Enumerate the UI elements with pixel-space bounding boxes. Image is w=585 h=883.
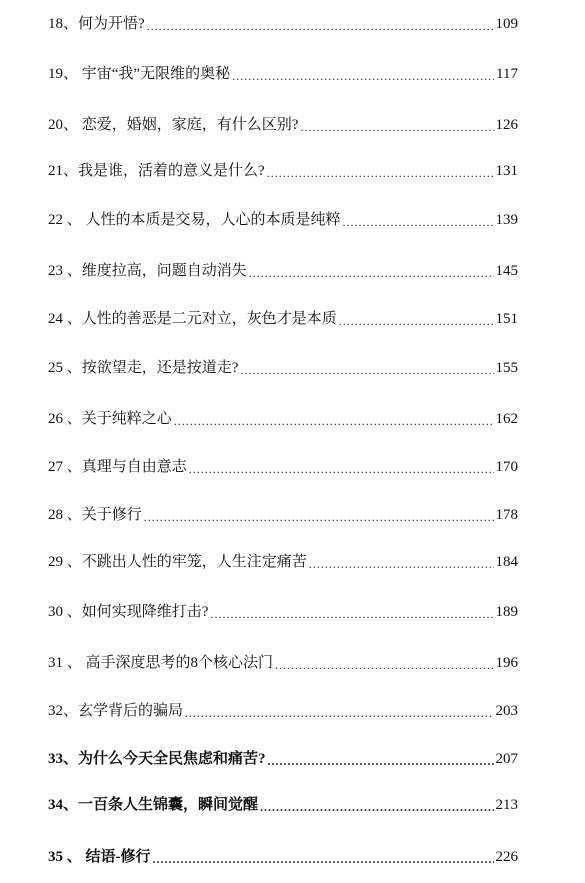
entry-page-number: 139 — [495, 212, 518, 228]
entry-number: 34、 — [48, 797, 79, 813]
entry-title: 维度拉高，问题自动消失 — [81, 263, 247, 279]
entry-page-number: 162 — [495, 411, 518, 427]
entry-number: 29 、 — [48, 554, 82, 570]
dot-leader — [309, 556, 494, 572]
entry-title: 按欲望走，还是按道走? — [81, 360, 239, 376]
dot-leader — [268, 753, 494, 769]
toc-entry-26[interactable] — [48, 405, 518, 429]
toc-entry-27[interactable] — [48, 453, 518, 477]
entry-page-number: 109 — [495, 16, 518, 32]
toc-entry-30[interactable] — [48, 598, 518, 622]
toc-entry-28[interactable] — [48, 501, 518, 525]
entry-page-number: 184 — [495, 554, 518, 570]
dot-leader — [153, 851, 494, 867]
toc-entry-18[interactable] — [48, 10, 518, 34]
entry-page-number: 151 — [495, 311, 518, 327]
entry-page-number: 213 — [495, 797, 518, 813]
entry-title: 恋爱，婚姻，家庭，有什么区别? — [81, 117, 299, 133]
entry-number: 19、 — [48, 66, 82, 82]
entry-number: 26 、 — [48, 411, 82, 427]
dot-leader — [300, 119, 493, 135]
toc-entry-34[interactable] — [48, 791, 518, 815]
dot-leader — [185, 705, 493, 721]
entry-title: 如何实现降维打击? — [81, 604, 209, 620]
toc-entry-21[interactable] — [48, 157, 518, 181]
dot-leader — [232, 68, 494, 84]
entry-title: 玄学背后的骗局 — [78, 703, 184, 719]
entry-page-number: 170 — [495, 459, 518, 475]
entry-page-number: 203 — [495, 703, 518, 719]
entry-number: 21、 — [48, 163, 79, 179]
entry-page-number: 155 — [495, 360, 518, 376]
toc-entry-20[interactable] — [48, 111, 518, 135]
entry-number: 28 、 — [48, 507, 82, 523]
entry-number: 31 、 — [48, 655, 86, 671]
entry-page-number: 145 — [495, 263, 518, 279]
entry-number: 30 、 — [48, 604, 82, 620]
toc-entry-22[interactable] — [48, 206, 518, 230]
toc-entry-35[interactable] — [48, 843, 518, 867]
entry-page-number: 117 — [496, 66, 518, 82]
entry-number: 23 、 — [48, 263, 82, 279]
dot-leader — [249, 265, 494, 281]
entry-title: 为什么今天全民焦虑和痛苦? — [78, 751, 266, 767]
entry-number: 20、 — [48, 117, 82, 133]
dot-leader — [240, 362, 493, 378]
dot-leader — [210, 606, 493, 622]
entry-title: 关于修行 — [81, 507, 142, 523]
toc-entry-23[interactable] — [48, 257, 518, 281]
toc-entry-31[interactable] — [48, 649, 518, 673]
entry-number: 24 、 — [48, 311, 82, 327]
dot-leader — [275, 657, 493, 673]
entry-title: 结语-修行 — [85, 849, 151, 865]
entry-title: 人性的善恶是二元对立，灰色才是本质 — [81, 311, 337, 327]
entry-title: 一百条人生锦囊，瞬间觉醒 — [78, 797, 259, 813]
entry-page-number: 178 — [495, 507, 518, 523]
entry-page-number: 126 — [495, 117, 518, 133]
entry-page-number: 207 — [495, 751, 518, 767]
entry-title: 真理与自由意志 — [81, 459, 187, 475]
entry-page-number: 189 — [495, 604, 518, 620]
entry-number: 32、 — [48, 703, 79, 719]
entry-title: 关于纯粹之心 — [81, 411, 172, 427]
entry-page-number: 131 — [495, 163, 518, 179]
entry-page-number: 226 — [495, 849, 518, 865]
dot-leader — [260, 799, 493, 815]
dot-leader — [144, 509, 494, 525]
toc-entry-24[interactable] — [48, 305, 518, 329]
entry-title: 宇宙“我”无限维的奥秘 — [81, 66, 231, 82]
toc-entry-25[interactable] — [48, 354, 518, 378]
toc-entry-32[interactable] — [48, 697, 518, 721]
entry-title: 我是谁，活着的意义是什么? — [78, 163, 265, 179]
toc-entry-29[interactable] — [48, 548, 518, 572]
entry-number: 27 、 — [48, 459, 82, 475]
dot-leader — [174, 413, 494, 429]
toc-entry-33[interactable] — [48, 745, 518, 769]
entry-number: 22 、 — [48, 212, 86, 228]
dot-leader — [339, 313, 494, 329]
dot-leader — [189, 461, 494, 477]
entry-title: 人性的本质是交易，人心的本质是纯粹 — [85, 212, 341, 228]
dot-leader — [147, 18, 494, 34]
entry-number: 33、 — [48, 751, 79, 767]
entry-title: 何为开悟? — [78, 16, 145, 32]
entry-title: 不跳出人性的牢笼，人生注定痛苦 — [81, 554, 307, 570]
toc-entry-19[interactable] — [48, 60, 518, 84]
entry-number: 25 、 — [48, 360, 82, 376]
entry-page-number: 196 — [495, 655, 518, 671]
entry-number: 35 、 — [48, 849, 86, 865]
dot-leader — [267, 165, 494, 181]
dot-leader — [343, 214, 494, 230]
entry-title: 高手深度思考的8个核心法门 — [85, 655, 274, 671]
entry-number: 18、 — [48, 16, 79, 32]
